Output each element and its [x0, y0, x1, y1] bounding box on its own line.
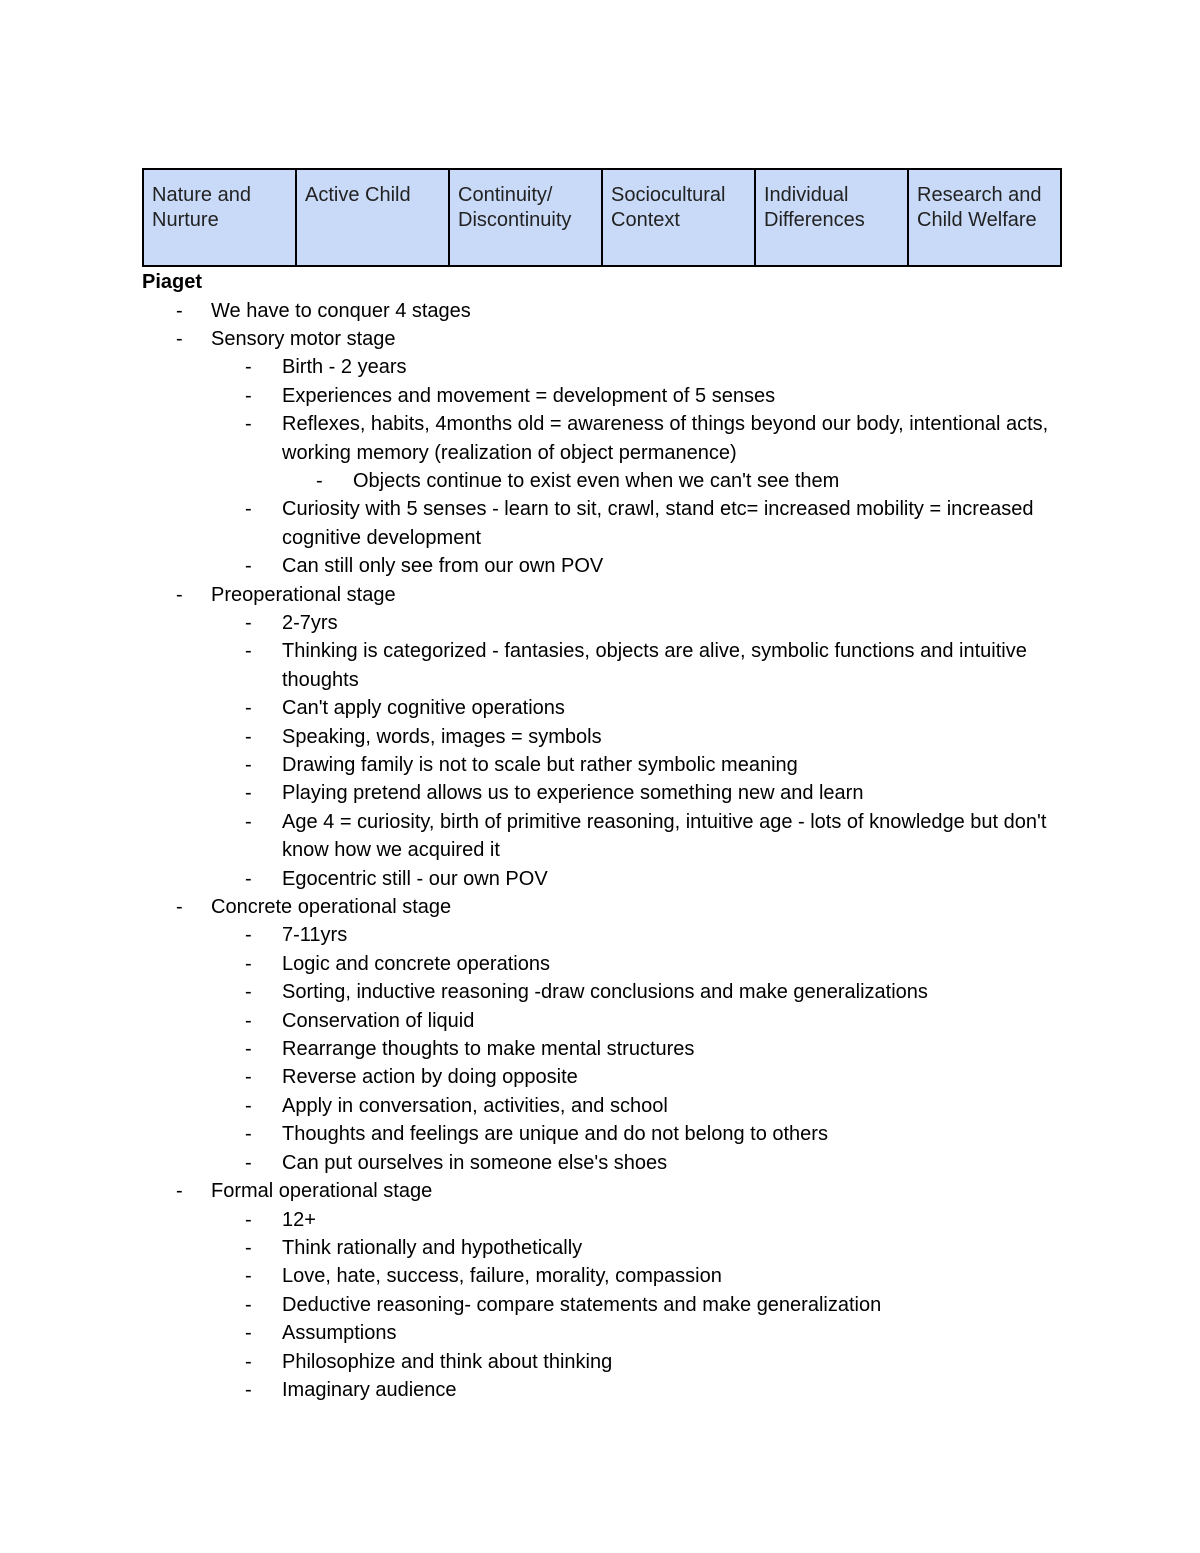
list-item-text: Formal operational stage — [211, 1180, 433, 1203]
theme-cell-sociocultural: Sociocultural Context — [602, 169, 755, 266]
list-item-sensory-motor — [142, 325, 1062, 581]
bullet-dash: - — [245, 640, 252, 663]
sub-list-item-text: Birth - 2 years — [282, 356, 407, 379]
list-item-preoperational — [142, 581, 1062, 893]
bullet-dash: - — [245, 952, 252, 975]
sub-list-item-text: Conservation of liquid — [282, 1009, 475, 1032]
theme-cell-active-child: Active Child — [296, 169, 449, 266]
sub-list-item-text: Sorting, inductive reasoning -draw conclusions and make generalizations — [282, 981, 928, 1004]
sub-list-item-text: Can put ourselves in someone else's shoes — [282, 1151, 668, 1174]
list-item-text: Preoperational stage — [211, 583, 396, 606]
themes-table — [142, 168, 1062, 267]
sub-list-item-text: Thoughts and feelings are unique and do not belong to others — [282, 1123, 828, 1146]
bullet-list — [142, 297, 1062, 1405]
list-item-text: We have to conquer 4 stages — [211, 299, 471, 322]
sub-list-item-text: Thinking is categorized - fantasies, objects are alive, symbolic functions and intuitive thoughts — [282, 640, 1027, 691]
bullet-dash: - — [245, 611, 252, 634]
bullet-dash: - — [245, 1322, 252, 1345]
bullet-dash: - — [245, 697, 252, 720]
sub-list-item — [211, 921, 1062, 949]
bullet-dash: - — [245, 1123, 252, 1146]
sub-sub-list-item — [282, 467, 1062, 495]
sub-list-item — [211, 552, 1062, 580]
sub-list-item-text: 2-7yrs — [282, 611, 338, 634]
sub-list-item-text: Age 4 = curiosity, birth of primitive reasoning, intuitive age - lots of knowledge but don't know how we acquired it — [282, 810, 1047, 862]
sub-list-item-text: Assumptions — [282, 1322, 397, 1345]
sub-list-item-text: Can still only see from our own POV — [282, 555, 604, 578]
sub-list-item — [211, 950, 1062, 978]
bullet-dash: - — [245, 384, 252, 407]
list-item — [142, 297, 1062, 325]
bullet-dash: - — [245, 725, 252, 748]
sub-list-item — [211, 1319, 1062, 1347]
sub-list-item-text: Imaginary audience — [282, 1378, 457, 1401]
bullet-dash: - — [245, 1350, 252, 1373]
sub-list-item — [211, 353, 1062, 381]
sub-list-item — [211, 382, 1062, 410]
theme-cell-individual-differences: Individual Differences — [755, 169, 908, 266]
sub-list-item-text: Experiences and movement = development of 5 senses — [282, 384, 776, 407]
sub-list — [245, 1206, 1062, 1405]
bullet-dash: - — [245, 1094, 252, 1117]
sub-list-item-text: Egocentric still - our own POV — [282, 867, 548, 890]
sub-list-item — [211, 1120, 1062, 1148]
bullet-dash: - — [176, 327, 183, 350]
list-item-text: Sensory motor stage — [211, 327, 396, 350]
sub-list-item — [211, 1206, 1062, 1234]
bullet-dash: - — [245, 413, 252, 436]
bullet-dash: - — [245, 498, 252, 521]
sub-list-item — [211, 723, 1062, 751]
sub-list-item-text: Reverse action by doing opposite — [282, 1066, 578, 1089]
theme-cell-continuity: Continuity/ Discontinuity — [449, 169, 602, 266]
bullet-dash: - — [176, 299, 183, 322]
bullet-dash: - — [245, 356, 252, 379]
sub-list-item — [211, 1007, 1062, 1035]
sub-list-item — [211, 1149, 1062, 1177]
sub-list-item — [211, 865, 1062, 893]
sub-list-item-text: Love, hate, success, failure, morality, compassion — [282, 1265, 722, 1288]
theme-cell-nature-nurture: Nature and Nurture — [143, 169, 296, 266]
bullet-dash: - — [245, 810, 252, 833]
section-heading: Piaget — [142, 271, 203, 293]
sub-list-item-text: Drawing family is not to scale but rather symbolic meaning — [282, 754, 798, 776]
bullet-dash: - — [245, 1236, 252, 1259]
sub-list-item — [211, 1092, 1062, 1120]
sub-list-item — [211, 637, 1062, 694]
sub-sub-list — [316, 467, 1062, 495]
bullet-dash: - — [245, 924, 252, 947]
sub-list-item — [211, 978, 1062, 1006]
sub-list-item — [211, 1234, 1062, 1262]
sub-list-item-text: Logic and concrete operations — [282, 952, 550, 975]
sub-list-item — [211, 751, 1062, 779]
themes-row — [143, 169, 1061, 266]
sub-list-item — [211, 1063, 1062, 1091]
sub-list-item — [211, 495, 1062, 552]
sub-list-item — [211, 609, 1062, 637]
sub-list-item-text: Apply in conversation, activities, and school — [282, 1094, 668, 1117]
sub-list — [245, 609, 1062, 893]
sub-list-item-text: Philosophize and think about thinking — [282, 1350, 613, 1373]
bullet-dash: - — [316, 469, 323, 492]
sub-list-item — [211, 1262, 1062, 1290]
sub-list-item-text: Speaking, words, images = symbols — [282, 725, 602, 748]
sub-list-item-text: Deductive reasoning- compare statements and make generalization — [282, 1293, 882, 1316]
sub-list-item — [211, 410, 1062, 495]
sub-list-item — [211, 1291, 1062, 1319]
bullet-dash: - — [245, 1009, 252, 1032]
bullet-dash: - — [176, 896, 183, 919]
list-item-text: Concrete operational stage — [211, 896, 452, 919]
bullet-dash: - — [245, 1208, 252, 1231]
bullet-dash: - — [245, 1038, 252, 1061]
theme-cell-research-welfare: Research and Child Welfare — [908, 169, 1061, 266]
bullet-dash: - — [245, 1293, 252, 1316]
bullet-dash: - — [245, 782, 252, 805]
bullet-dash: - — [245, 981, 252, 1004]
sub-list-item — [211, 1035, 1062, 1063]
list-item-formal-operational — [142, 1177, 1062, 1404]
sub-list-item — [211, 1376, 1062, 1404]
sub-list-item-text: Curiosity with 5 senses - learn to sit, crawl, stand etc= increased mobility = increased cognitive development — [282, 498, 1034, 549]
sub-list-item-text: Playing pretend allows us to experience something new and learn — [282, 782, 864, 805]
sub-list-item — [211, 694, 1062, 722]
bullet-dash: - — [176, 1180, 183, 1203]
bullet-dash: - — [176, 583, 183, 606]
document-page — [142, 168, 1062, 1404]
sub-list-item — [211, 779, 1062, 807]
sub-list-item-text: Think rationally and hypothetically — [282, 1236, 583, 1259]
sub-list-item-text: Reflexes, habits, 4months old = awareness of things beyond our body, intentional acts, working memory (realization of object permanence) — [282, 413, 1049, 464]
sub-list-item-text: Rearrange thoughts to make mental structures — [282, 1038, 695, 1061]
sub-list — [245, 921, 1062, 1177]
list-item-concrete-operational — [142, 893, 1062, 1177]
sub-list-item — [211, 808, 1062, 865]
sub-list-item-text: Can't apply cognitive operations — [282, 697, 565, 720]
bullet-dash: - — [245, 867, 252, 890]
sub-list-item-text: 12+ — [282, 1208, 316, 1231]
bullet-dash: - — [245, 1265, 252, 1288]
sub-sub-list-item-text: Objects continue to exist even when we can't see them — [353, 469, 840, 492]
bullet-dash: - — [245, 1066, 252, 1089]
bullet-dash: - — [245, 1378, 252, 1401]
bullet-dash: - — [245, 1151, 252, 1174]
sub-list — [245, 353, 1062, 580]
sub-list-item — [211, 1348, 1062, 1376]
bullet-dash: - — [245, 555, 252, 578]
bullet-dash: - — [245, 754, 252, 776]
sub-list-item-text: 7-11yrs — [282, 924, 348, 947]
